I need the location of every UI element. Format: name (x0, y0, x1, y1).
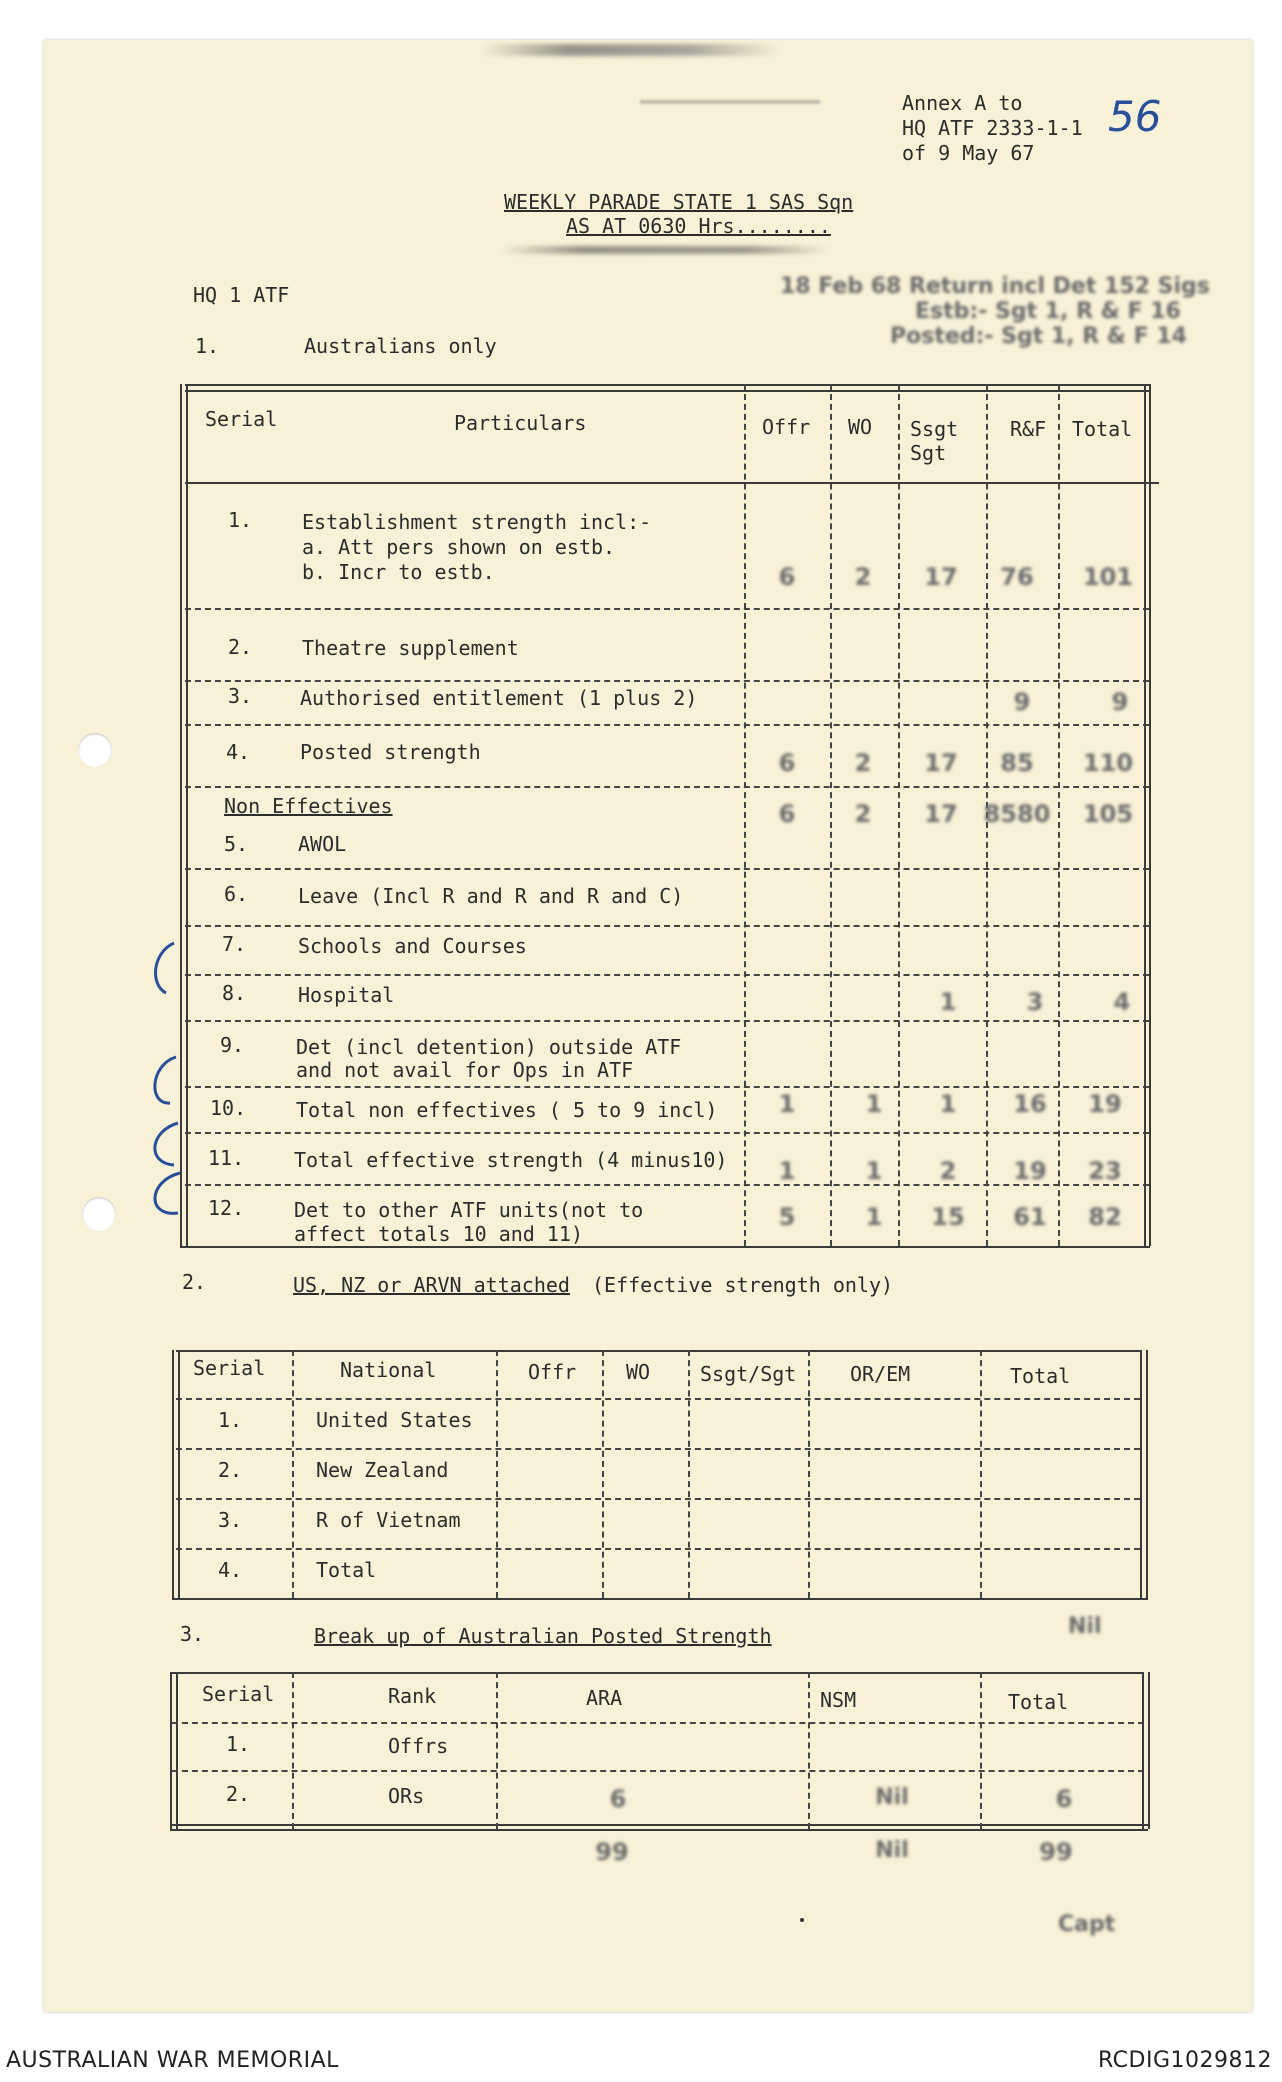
t3-row1-rank: Offrs (388, 1734, 449, 1758)
t2-row4-serial: 4. (218, 1558, 243, 1582)
t2-header-offr: Offr (528, 1360, 577, 1384)
section1-number: 1. (195, 334, 220, 358)
t1-row12-offr: 5 (778, 1203, 796, 1231)
t1-row4-ssgt: 17 (924, 749, 958, 777)
t1-row11-rf: 19 (1013, 1157, 1047, 1185)
t3-header-nsm: NSM (820, 1688, 857, 1712)
t1-header-wo: WO (848, 415, 873, 439)
t1-row4-line1: Posted strength (300, 740, 481, 764)
t2-row1-serial: 1. (218, 1408, 243, 1432)
t1-row12-serial: 12. (208, 1196, 245, 1220)
t1-row8-ssgt: 1 (939, 988, 957, 1016)
annex-line-3: of 9 May 67 (902, 141, 1035, 165)
t1-row6-line1: Leave (Incl R and R and R and C) (298, 884, 684, 908)
t3-row1-serial: 1. (226, 1732, 251, 1756)
t3-row2-total: 99 (1039, 1838, 1073, 1866)
t1-row7-line1: Schools and Courses (298, 934, 527, 958)
t1-row10-ssgt: 1 (939, 1090, 957, 1118)
t1-row1-offr: 6 (778, 563, 796, 591)
stamp-line-3: Posted:- Sgt 1, R & F 14 (890, 324, 1187, 349)
title-line-2-text: AS AT 0630 Hrs........ (566, 214, 831, 238)
t2-row4-national: Total (316, 1558, 377, 1582)
t1-non-effectives-label: Non Effectives (224, 794, 393, 818)
t1-row4-rf: 85 (1000, 749, 1034, 777)
t1-row11-wo: 1 (865, 1157, 883, 1185)
t1-row11-serial: 11. (208, 1146, 245, 1170)
t1-row11-offr: 1 (778, 1157, 796, 1185)
t2-header-or: OR/EM (850, 1362, 911, 1386)
title-line-1: WEEKLY PARADE STATE 1 SAS Sqn (504, 190, 854, 214)
handwritten-brackets (140, 935, 185, 1225)
t3-header-ara: ARA (586, 1686, 623, 1710)
t1-row1-rf: 76 (1000, 563, 1034, 591)
t3-row2-rank: ORs (388, 1784, 425, 1808)
t3-row2-nsm: Nil (875, 1838, 909, 1863)
t3-row1-nsm: Nil (875, 1785, 909, 1810)
t2-row2-serial: 2. (218, 1458, 243, 1482)
smudge-line (640, 100, 820, 104)
t1-header-ssgt: Ssgt (910, 417, 959, 441)
t2-row3-national: R of Vietnam (316, 1508, 461, 1532)
punch-hole-top (78, 733, 112, 767)
t1-row1-line2: a. Att pers shown on estb. (302, 535, 616, 559)
footer-id: RCDIG1029812 (1097, 2048, 1272, 2073)
t1-row6-serial: 6. (224, 882, 249, 906)
t1-row8-total: 4 (1113, 988, 1131, 1016)
title-smudge (500, 246, 830, 254)
t1-row12-wo: 1 (865, 1203, 883, 1231)
t1-row12-total: 82 (1088, 1203, 1122, 1231)
t1-row3-rf: 9 (1013, 688, 1031, 716)
section3-number: 3. (180, 1622, 205, 1646)
t1-row1-serial: 1. (228, 508, 253, 532)
t1-row12-line2: affect totals 10 and 11) (294, 1222, 583, 1246)
t3-header-rank: Rank (388, 1684, 437, 1708)
t1-header-sgt: Sgt (910, 441, 947, 465)
t3-header-serial: Serial (202, 1682, 275, 1706)
t1-row4-total: 110 (1082, 749, 1134, 777)
t1-row3-serial: 3. (228, 684, 253, 708)
t1-row12-ssgt: 15 (931, 1203, 965, 1231)
t2-row2-national: New Zealand (316, 1458, 449, 1482)
t1-row3-line1: Authorised entitlement (1 plus 2) (300, 686, 698, 710)
stamp-line-1: 18 Feb 68 Return incl Det 152 Sigs (780, 274, 1210, 299)
t1-row4-offr: 6 (778, 749, 796, 777)
t2-row3-serial: 3. (218, 1508, 243, 1532)
t3-row1-total: 6 (1055, 1785, 1073, 1813)
t1-header-particulars: Particulars (454, 411, 587, 435)
t1-row12-rf: 61 (1013, 1203, 1047, 1231)
t1-row10-line1: Total non effectives ( 5 to 9 incl) (296, 1098, 718, 1122)
t1-row1-ssgt: 17 (924, 563, 958, 591)
t1-row10-wo: 1 (865, 1090, 883, 1118)
signature-rank: Capt (1058, 1912, 1116, 1937)
section1-title: Australians only (304, 334, 497, 358)
t1-row8-rf: 3 (1026, 988, 1044, 1016)
t1-row9-line1: Det (incl detention) outside ATF (296, 1035, 682, 1059)
t1-row10-offr: 1 (778, 1090, 796, 1118)
t3-row2-ara: 99 (595, 1838, 629, 1866)
t2-row1-national: United States (316, 1408, 473, 1432)
t1-row11-line1: Total effective strength (4 minus10) (294, 1148, 728, 1172)
section3-note: Nil (1068, 1614, 1102, 1639)
t1-row11-ssgt: 2 (939, 1157, 957, 1185)
t1-ne-offr: 6 (778, 800, 796, 828)
section3-title: Break up of Australian Posted Strength (314, 1624, 772, 1648)
t3-header-total: Total (1008, 1690, 1069, 1714)
punch-hole-bottom (82, 1197, 116, 1231)
title-line-2 (566, 214, 831, 238)
t1-row3-total: 9 (1111, 688, 1129, 716)
t1-header-serial: Serial (205, 407, 278, 431)
t3-row2-serial: 2. (226, 1782, 251, 1806)
t1-header-offr: Offr (762, 415, 811, 439)
annex-line-2: HQ ATF 2333-1-1 (902, 116, 1083, 140)
t1-row1-total: 101 (1082, 563, 1134, 591)
t2-header-ssgt: Ssgt/Sgt (700, 1362, 797, 1386)
t1-row11-total: 23 (1088, 1157, 1122, 1185)
t2-header-serial: Serial (193, 1356, 266, 1380)
t1-row9-line2: and not avail for Ops in ATF (296, 1058, 634, 1082)
t1-row10-rf: 16 (1013, 1090, 1047, 1118)
stamp-line-2: Estb:- Sgt 1, R & F 16 (915, 299, 1181, 324)
t2-header-wo: WO (626, 1360, 651, 1384)
footer-source: AUSTRALIAN WAR MEMORIAL (6, 2048, 339, 2073)
section2-title-underlined: US, NZ or ARVN attached (293, 1273, 570, 1297)
t1-row1-line1: Establishment strength incl:- (302, 510, 652, 534)
t1-header-rf: R&F (1010, 417, 1047, 441)
t1-ne-ssgt: 17 (924, 800, 958, 828)
t3-row1-ara: 6 (609, 1785, 627, 1813)
t1-ne-total: 105 (1082, 800, 1134, 828)
t1-header-total: Total (1072, 417, 1133, 441)
t1-ne-rf: 8580 (983, 800, 1051, 828)
t1-row4-wo: 2 (854, 749, 872, 777)
t1-row1-wo: 2 (854, 563, 872, 591)
ink-dot (800, 1918, 804, 1922)
t1-row2-serial: 2. (228, 635, 253, 659)
section2-title-rest: (Effective strength only) (592, 1273, 894, 1297)
t1-row10-total: 19 (1088, 1090, 1122, 1118)
t1-row7-serial: 7. (222, 932, 247, 956)
unit-label: HQ 1 ATF (193, 283, 290, 307)
handwritten-number: 56 (1108, 92, 1162, 141)
t1-row5-line1: AWOL (298, 832, 347, 856)
t1-row12-line1: Det to other ATF units(not to (294, 1198, 644, 1222)
t1-row9-serial: 9. (220, 1033, 245, 1057)
t1-row8-line1: Hospital (298, 983, 395, 1007)
t1-row5-serial: 5. (224, 832, 249, 856)
t2-header-total: Total (1010, 1364, 1071, 1388)
t1-row8-serial: 8. (222, 981, 247, 1005)
section2-number: 2. (182, 1270, 207, 1294)
t1-row2-line1: Theatre supplement (302, 636, 519, 660)
top-smudge (480, 44, 780, 56)
t1-ne-wo: 2 (854, 800, 872, 828)
t1-row10-serial: 10. (210, 1096, 247, 1120)
t1-row1-line3: b. Incr to estb. (302, 560, 495, 584)
annex-line-1: Annex A to (902, 91, 1023, 115)
t1-row4-serial: 4. (226, 740, 251, 764)
t2-header-national: National (340, 1358, 437, 1382)
